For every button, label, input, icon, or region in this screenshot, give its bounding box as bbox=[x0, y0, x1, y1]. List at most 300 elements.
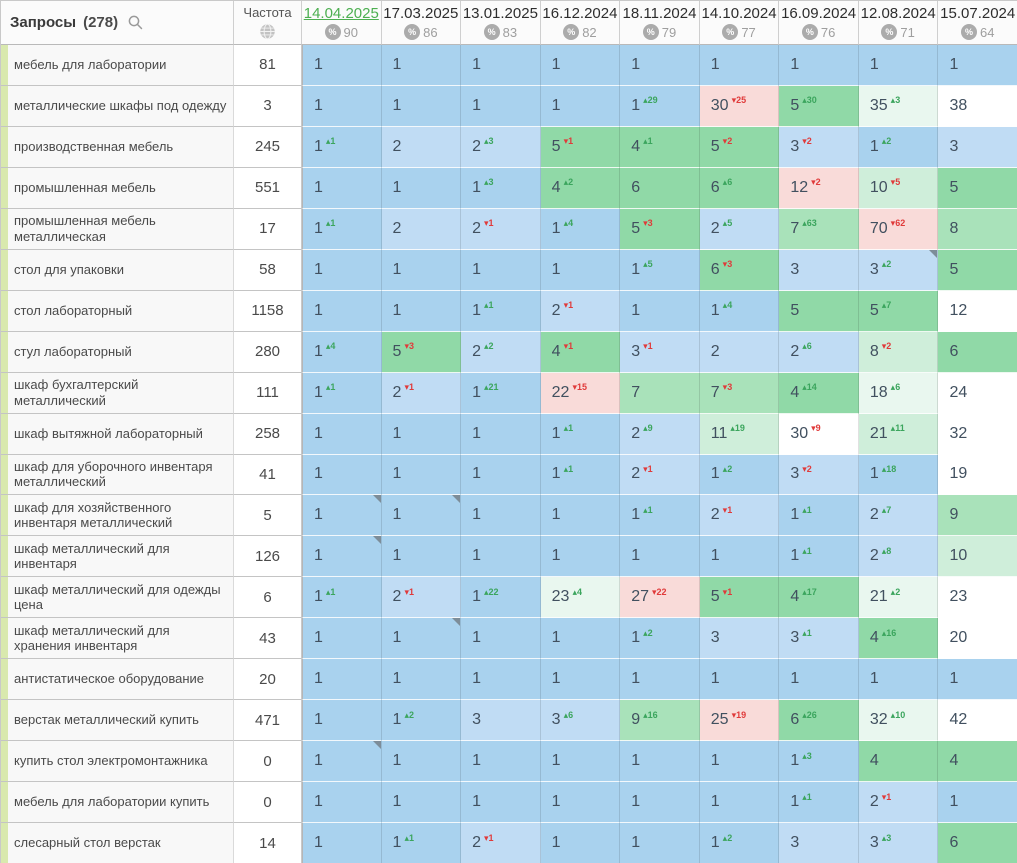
position-cell[interactable] bbox=[938, 618, 1017, 659]
frequency-value: 1158 bbox=[251, 302, 284, 320]
position-cell[interactable] bbox=[541, 659, 621, 700]
position-cell[interactable] bbox=[938, 700, 1017, 741]
position-cell[interactable] bbox=[382, 495, 462, 536]
query-cell[interactable] bbox=[8, 536, 234, 577]
date-column-header[interactable] bbox=[541, 1, 621, 45]
position-cell[interactable] bbox=[779, 86, 859, 127]
position-cell[interactable] bbox=[461, 127, 541, 168]
position-cell[interactable] bbox=[302, 250, 382, 291]
position-cell[interactable] bbox=[779, 250, 859, 291]
position-cell[interactable] bbox=[700, 414, 780, 455]
delta-up: ▴63 bbox=[802, 218, 817, 229]
position-cell[interactable] bbox=[700, 536, 780, 577]
position-cell[interactable] bbox=[620, 455, 700, 496]
position-cell[interactable] bbox=[700, 618, 780, 659]
date-column-header[interactable] bbox=[859, 1, 939, 45]
position-cell[interactable] bbox=[461, 332, 541, 373]
position-cell[interactable] bbox=[620, 700, 700, 741]
position-cell[interactable] bbox=[461, 168, 541, 209]
position-cell[interactable] bbox=[461, 373, 541, 414]
position-cell[interactable] bbox=[302, 741, 382, 782]
position-cell[interactable] bbox=[541, 618, 621, 659]
position-cell[interactable] bbox=[620, 209, 700, 250]
query-cell[interactable] bbox=[8, 332, 234, 373]
position-cell[interactable] bbox=[620, 250, 700, 291]
position-cell[interactable] bbox=[938, 823, 1017, 863]
position-cell[interactable] bbox=[700, 168, 780, 209]
position-cell[interactable] bbox=[541, 168, 621, 209]
position-cell[interactable] bbox=[779, 700, 859, 741]
delta-up: ▴29 bbox=[643, 95, 658, 106]
percent-icon: % bbox=[643, 24, 659, 40]
position-cell[interactable] bbox=[938, 495, 1017, 536]
position-cell[interactable] bbox=[382, 455, 462, 496]
position-value: 3 bbox=[790, 260, 800, 278]
position-cell[interactable] bbox=[382, 414, 462, 455]
position-cell[interactable] bbox=[779, 782, 859, 823]
position-cell[interactable] bbox=[779, 536, 859, 577]
date-column-header[interactable] bbox=[938, 1, 1017, 45]
position-cell[interactable] bbox=[700, 659, 780, 700]
delta-up: ▴6 bbox=[890, 382, 901, 393]
delta-up: ▴1 bbox=[325, 382, 336, 393]
position-cell[interactable] bbox=[302, 168, 382, 209]
position-cell[interactable] bbox=[859, 618, 939, 659]
position-cell[interactable] bbox=[859, 209, 939, 250]
position-value: 7 bbox=[631, 383, 641, 401]
position-cell[interactable] bbox=[302, 577, 382, 618]
position-value: 1 bbox=[472, 383, 482, 401]
position-cell[interactable] bbox=[382, 782, 462, 823]
position-cell[interactable] bbox=[382, 291, 462, 332]
position-value: 4 bbox=[790, 383, 800, 401]
position-cell[interactable] bbox=[541, 741, 621, 782]
position-cell[interactable] bbox=[620, 659, 700, 700]
position-value: 38 bbox=[949, 96, 968, 114]
date-column-header[interactable] bbox=[382, 1, 462, 45]
query-cell[interactable] bbox=[8, 659, 234, 700]
position-cell[interactable] bbox=[859, 45, 939, 86]
delta-up: ▴2 bbox=[881, 259, 892, 270]
position-cell[interactable] bbox=[541, 209, 621, 250]
position-cell[interactable] bbox=[461, 495, 541, 536]
position-cell[interactable] bbox=[541, 332, 621, 373]
position-cell[interactable] bbox=[620, 168, 700, 209]
frequency-cell bbox=[234, 291, 302, 332]
delta-up: ▴14 bbox=[802, 382, 817, 393]
delta-up: ▴1 bbox=[404, 832, 414, 843]
query-cell[interactable] bbox=[8, 495, 234, 536]
position-cell[interactable] bbox=[859, 332, 939, 373]
position-cell[interactable] bbox=[938, 209, 1017, 250]
position-cell[interactable] bbox=[938, 45, 1017, 86]
visibility-value: 71 bbox=[900, 24, 915, 40]
position-value: 35 bbox=[869, 96, 888, 114]
position-cell[interactable] bbox=[938, 168, 1017, 209]
position-cell[interactable] bbox=[382, 86, 462, 127]
frequency-value: 14 bbox=[259, 834, 276, 852]
position-cell[interactable] bbox=[382, 168, 462, 209]
query-cell[interactable] bbox=[8, 618, 234, 659]
position-cell[interactable] bbox=[302, 618, 382, 659]
delta-down: ▾1 bbox=[563, 300, 574, 311]
position-cell[interactable] bbox=[779, 45, 859, 86]
delta-up: ▴1 bbox=[563, 463, 574, 474]
position-cell[interactable] bbox=[779, 414, 859, 455]
row-group-strip bbox=[1, 495, 8, 536]
position-cell[interactable] bbox=[382, 700, 462, 741]
delta-up: ▴1 bbox=[802, 504, 812, 515]
position-value: 1 bbox=[392, 424, 402, 442]
position-cell[interactable] bbox=[700, 823, 780, 863]
search-icon[interactable] bbox=[127, 14, 144, 31]
position-cell[interactable] bbox=[859, 536, 939, 577]
position-value: 1 bbox=[392, 670, 402, 688]
position-value: 1 bbox=[551, 465, 561, 483]
date-label: 12.08.2024 bbox=[860, 5, 936, 22]
position-cell[interactable] bbox=[938, 250, 1017, 291]
position-cell[interactable] bbox=[700, 577, 780, 618]
visibility-badge bbox=[881, 24, 914, 40]
frequency-cell bbox=[234, 782, 302, 823]
position-cell[interactable] bbox=[541, 700, 621, 741]
position-cell[interactable] bbox=[859, 168, 939, 209]
percent-icon: % bbox=[722, 24, 738, 40]
query-cell[interactable] bbox=[8, 455, 234, 496]
position-cell[interactable] bbox=[859, 782, 939, 823]
position-cell[interactable] bbox=[938, 332, 1017, 373]
position-cell[interactable] bbox=[700, 332, 780, 373]
position-cell[interactable] bbox=[541, 782, 621, 823]
position-cell[interactable] bbox=[620, 782, 700, 823]
position-cell[interactable] bbox=[382, 618, 462, 659]
position-cell[interactable] bbox=[859, 823, 939, 863]
position-cell[interactable] bbox=[779, 823, 859, 863]
position-cell[interactable] bbox=[461, 536, 541, 577]
date-column-header[interactable] bbox=[302, 1, 382, 45]
position-value: 2 bbox=[869, 506, 879, 524]
position-cell[interactable] bbox=[938, 86, 1017, 127]
position-cell[interactable] bbox=[302, 495, 382, 536]
position-cell[interactable] bbox=[859, 577, 939, 618]
position-cell[interactable] bbox=[302, 127, 382, 168]
position-cell[interactable] bbox=[859, 659, 939, 700]
position-cell[interactable] bbox=[700, 373, 780, 414]
position-cell[interactable] bbox=[461, 45, 541, 86]
position-value: 1 bbox=[790, 506, 800, 524]
position-value: 1 bbox=[392, 96, 402, 114]
delta-down: ▾2 bbox=[802, 463, 812, 474]
position-cell[interactable] bbox=[700, 495, 780, 536]
position-cell[interactable] bbox=[620, 414, 700, 455]
position-cell[interactable] bbox=[461, 209, 541, 250]
position-cell[interactable] bbox=[938, 373, 1017, 414]
position-cell[interactable] bbox=[302, 373, 382, 414]
position-value: 4 bbox=[949, 752, 959, 770]
percent-icon: % bbox=[881, 24, 897, 40]
position-cell[interactable] bbox=[620, 332, 700, 373]
query-text: стул лабораторный bbox=[14, 343, 132, 359]
position-cell[interactable] bbox=[620, 536, 700, 577]
position-cell[interactable] bbox=[541, 536, 621, 577]
position-cell[interactable] bbox=[779, 495, 859, 536]
position-cell[interactable] bbox=[620, 618, 700, 659]
query-cell[interactable] bbox=[8, 291, 234, 332]
position-cell[interactable] bbox=[859, 495, 939, 536]
position-cell[interactable] bbox=[620, 495, 700, 536]
position-cell[interactable] bbox=[382, 577, 462, 618]
delta-up: ▴2 bbox=[890, 586, 901, 597]
position-cell[interactable] bbox=[700, 250, 780, 291]
position-cell[interactable] bbox=[302, 823, 382, 863]
position-cell[interactable] bbox=[779, 209, 859, 250]
position-cell[interactable] bbox=[700, 455, 780, 496]
position-cell[interactable] bbox=[938, 414, 1017, 455]
position-cell[interactable] bbox=[541, 577, 621, 618]
position-cell[interactable] bbox=[461, 577, 541, 618]
position-value: 7 bbox=[790, 219, 800, 237]
position-value: 1 bbox=[631, 55, 641, 73]
position-cell[interactable] bbox=[859, 86, 939, 127]
position-cell[interactable] bbox=[302, 45, 382, 86]
position-value: 21 bbox=[869, 588, 888, 606]
position-cell[interactable] bbox=[541, 414, 621, 455]
query-cell[interactable] bbox=[8, 700, 234, 741]
position-cell[interactable] bbox=[541, 45, 621, 86]
position-value: 8 bbox=[949, 219, 959, 237]
position-value: 30 bbox=[710, 96, 729, 114]
date-column-header[interactable] bbox=[620, 1, 700, 45]
note-corner-icon bbox=[373, 495, 381, 503]
position-cell[interactable] bbox=[302, 700, 382, 741]
position-cell[interactable] bbox=[302, 332, 382, 373]
delta-up: ▴4 bbox=[722, 300, 733, 311]
position-cell[interactable] bbox=[938, 127, 1017, 168]
delta-up: ▴1 bbox=[802, 545, 812, 556]
date-column-header[interactable] bbox=[700, 1, 780, 45]
position-value: 5 bbox=[710, 137, 720, 155]
date-column-header[interactable] bbox=[779, 1, 859, 45]
position-value: 1 bbox=[631, 506, 641, 524]
position-cell[interactable] bbox=[541, 250, 621, 291]
position-cell[interactable] bbox=[302, 659, 382, 700]
position-cell[interactable] bbox=[541, 291, 621, 332]
row-group-strip bbox=[1, 332, 8, 373]
position-cell[interactable] bbox=[302, 536, 382, 577]
position-cell[interactable] bbox=[779, 291, 859, 332]
position-value: 1 bbox=[392, 55, 402, 73]
position-value: 23 bbox=[949, 588, 968, 606]
delta-up: ▴11 bbox=[890, 423, 905, 434]
query-cell[interactable] bbox=[8, 823, 234, 863]
position-cell[interactable] bbox=[620, 86, 700, 127]
position-value: 5 bbox=[790, 96, 800, 114]
position-cell[interactable] bbox=[779, 127, 859, 168]
position-cell[interactable] bbox=[461, 782, 541, 823]
position-value: 2 bbox=[472, 137, 482, 155]
position-value: 1 bbox=[472, 178, 482, 196]
position-cell[interactable] bbox=[382, 209, 462, 250]
position-cell[interactable] bbox=[302, 86, 382, 127]
position-cell[interactable] bbox=[700, 86, 780, 127]
query-cell[interactable] bbox=[8, 741, 234, 782]
position-cell[interactable] bbox=[859, 700, 939, 741]
position-cell[interactable] bbox=[620, 741, 700, 782]
delta-up: ▴2 bbox=[563, 177, 574, 188]
position-value: 1 bbox=[392, 834, 402, 852]
date-column-header[interactable] bbox=[461, 1, 541, 45]
position-cell[interactable] bbox=[620, 127, 700, 168]
position-cell[interactable] bbox=[302, 455, 382, 496]
row-group-strip bbox=[1, 250, 8, 291]
query-cell[interactable] bbox=[8, 127, 234, 168]
query-cell[interactable] bbox=[8, 250, 234, 291]
position-cell[interactable] bbox=[859, 741, 939, 782]
position-cell[interactable] bbox=[541, 373, 621, 414]
query-text: шкаф металлический для хранения инвентаря bbox=[14, 622, 170, 654]
position-cell[interactable] bbox=[461, 250, 541, 291]
queries-header bbox=[1, 1, 234, 45]
position-value: 6 bbox=[710, 178, 720, 196]
position-cell[interactable] bbox=[938, 659, 1017, 700]
date-label: 14.04.2025 bbox=[303, 5, 379, 22]
position-cell[interactable] bbox=[461, 455, 541, 496]
position-cell[interactable] bbox=[461, 414, 541, 455]
position-value: 42 bbox=[949, 711, 968, 729]
position-cell[interactable] bbox=[461, 86, 541, 127]
query-cell[interactable] bbox=[8, 86, 234, 127]
position-cell[interactable] bbox=[938, 577, 1017, 618]
position-cell[interactable] bbox=[461, 291, 541, 332]
position-cell[interactable] bbox=[620, 577, 700, 618]
position-cell[interactable] bbox=[541, 495, 621, 536]
position-cell[interactable] bbox=[859, 414, 939, 455]
position-cell[interactable] bbox=[700, 45, 780, 86]
visibility-value: 82 bbox=[582, 24, 597, 40]
position-cell[interactable] bbox=[541, 823, 621, 863]
position-value: 1 bbox=[314, 137, 323, 155]
position-cell[interactable] bbox=[302, 414, 382, 455]
position-value: 1 bbox=[392, 547, 402, 565]
visibility-badge bbox=[961, 24, 994, 40]
position-cell[interactable] bbox=[382, 332, 462, 373]
position-cell[interactable] bbox=[620, 45, 700, 86]
position-cell[interactable] bbox=[382, 373, 462, 414]
date-label: 18.11.2024 bbox=[622, 5, 697, 22]
position-cell[interactable] bbox=[382, 659, 462, 700]
position-cell[interactable] bbox=[382, 250, 462, 291]
position-value: 1 bbox=[551, 55, 561, 73]
position-cell[interactable] bbox=[382, 741, 462, 782]
position-cell[interactable] bbox=[461, 823, 541, 863]
position-cell[interactable] bbox=[700, 127, 780, 168]
position-cell[interactable] bbox=[779, 455, 859, 496]
position-cell[interactable] bbox=[461, 618, 541, 659]
position-cell[interactable] bbox=[779, 168, 859, 209]
query-cell[interactable] bbox=[8, 45, 234, 86]
position-cell[interactable] bbox=[700, 741, 780, 782]
position-cell[interactable] bbox=[859, 455, 939, 496]
position-cell[interactable] bbox=[779, 577, 859, 618]
frequency-cell bbox=[234, 495, 302, 536]
position-cell[interactable] bbox=[938, 455, 1017, 496]
date-label: 13.01.2025 bbox=[462, 5, 538, 22]
position-cell[interactable] bbox=[541, 127, 621, 168]
position-cell[interactable] bbox=[938, 291, 1017, 332]
position-cell[interactable] bbox=[859, 127, 939, 168]
position-cell[interactable] bbox=[620, 373, 700, 414]
position-cell[interactable] bbox=[620, 291, 700, 332]
position-cell[interactable] bbox=[382, 823, 462, 863]
position-cell[interactable] bbox=[302, 782, 382, 823]
position-cell[interactable] bbox=[779, 741, 859, 782]
query-text: металлические шкафы под одежду bbox=[14, 98, 227, 114]
position-cell[interactable] bbox=[700, 291, 780, 332]
query-cell[interactable] bbox=[8, 209, 234, 250]
position-value: 1 bbox=[472, 670, 482, 688]
position-value: 5 bbox=[949, 178, 959, 196]
position-cell[interactable] bbox=[859, 291, 939, 332]
position-cell[interactable] bbox=[938, 782, 1017, 823]
position-value: 2 bbox=[551, 301, 561, 319]
delta-down: ▾3 bbox=[643, 218, 653, 229]
delta-down: ▾1 bbox=[484, 832, 494, 843]
position-value: 1 bbox=[314, 793, 323, 811]
position-cell[interactable] bbox=[302, 291, 382, 332]
position-cell[interactable] bbox=[541, 86, 621, 127]
position-cell[interactable] bbox=[779, 618, 859, 659]
position-value: 2 bbox=[392, 219, 402, 237]
query-cell[interactable] bbox=[8, 414, 234, 455]
position-cell[interactable] bbox=[461, 700, 541, 741]
position-value: 2 bbox=[472, 342, 482, 360]
query-cell[interactable] bbox=[8, 373, 234, 414]
position-value: 5 bbox=[551, 137, 561, 155]
query-cell[interactable] bbox=[8, 168, 234, 209]
position-cell[interactable] bbox=[461, 741, 541, 782]
position-cell[interactable] bbox=[700, 209, 780, 250]
position-value: 1 bbox=[314, 752, 323, 770]
position-cell[interactable] bbox=[700, 782, 780, 823]
position-cell[interactable] bbox=[859, 250, 939, 291]
position-cell[interactable] bbox=[541, 455, 621, 496]
position-value: 3 bbox=[631, 342, 641, 360]
note-corner-icon bbox=[929, 250, 937, 258]
position-value: 1 bbox=[710, 670, 720, 688]
globe-icon[interactable] bbox=[259, 23, 276, 40]
position-cell[interactable] bbox=[938, 536, 1017, 577]
date-label: 16.09.2024 bbox=[781, 5, 857, 22]
position-cell[interactable] bbox=[461, 659, 541, 700]
positions-grid bbox=[1, 1, 1017, 863]
position-cell[interactable] bbox=[938, 741, 1017, 782]
query-cell[interactable] bbox=[8, 782, 234, 823]
frequency-cell bbox=[234, 86, 302, 127]
query-text: шкаф для хозяйственного инвентаря металлический bbox=[14, 499, 173, 531]
position-cell[interactable] bbox=[700, 700, 780, 741]
position-cell[interactable] bbox=[859, 373, 939, 414]
position-cell[interactable] bbox=[382, 127, 462, 168]
position-cell[interactable] bbox=[779, 332, 859, 373]
position-cell[interactable] bbox=[620, 823, 700, 863]
position-cell[interactable] bbox=[382, 45, 462, 86]
query-cell[interactable] bbox=[8, 577, 234, 618]
position-cell[interactable] bbox=[779, 373, 859, 414]
position-cell[interactable] bbox=[779, 659, 859, 700]
delta-up: ▴2 bbox=[404, 709, 414, 720]
position-cell[interactable] bbox=[302, 209, 382, 250]
position-cell[interactable] bbox=[382, 536, 462, 577]
